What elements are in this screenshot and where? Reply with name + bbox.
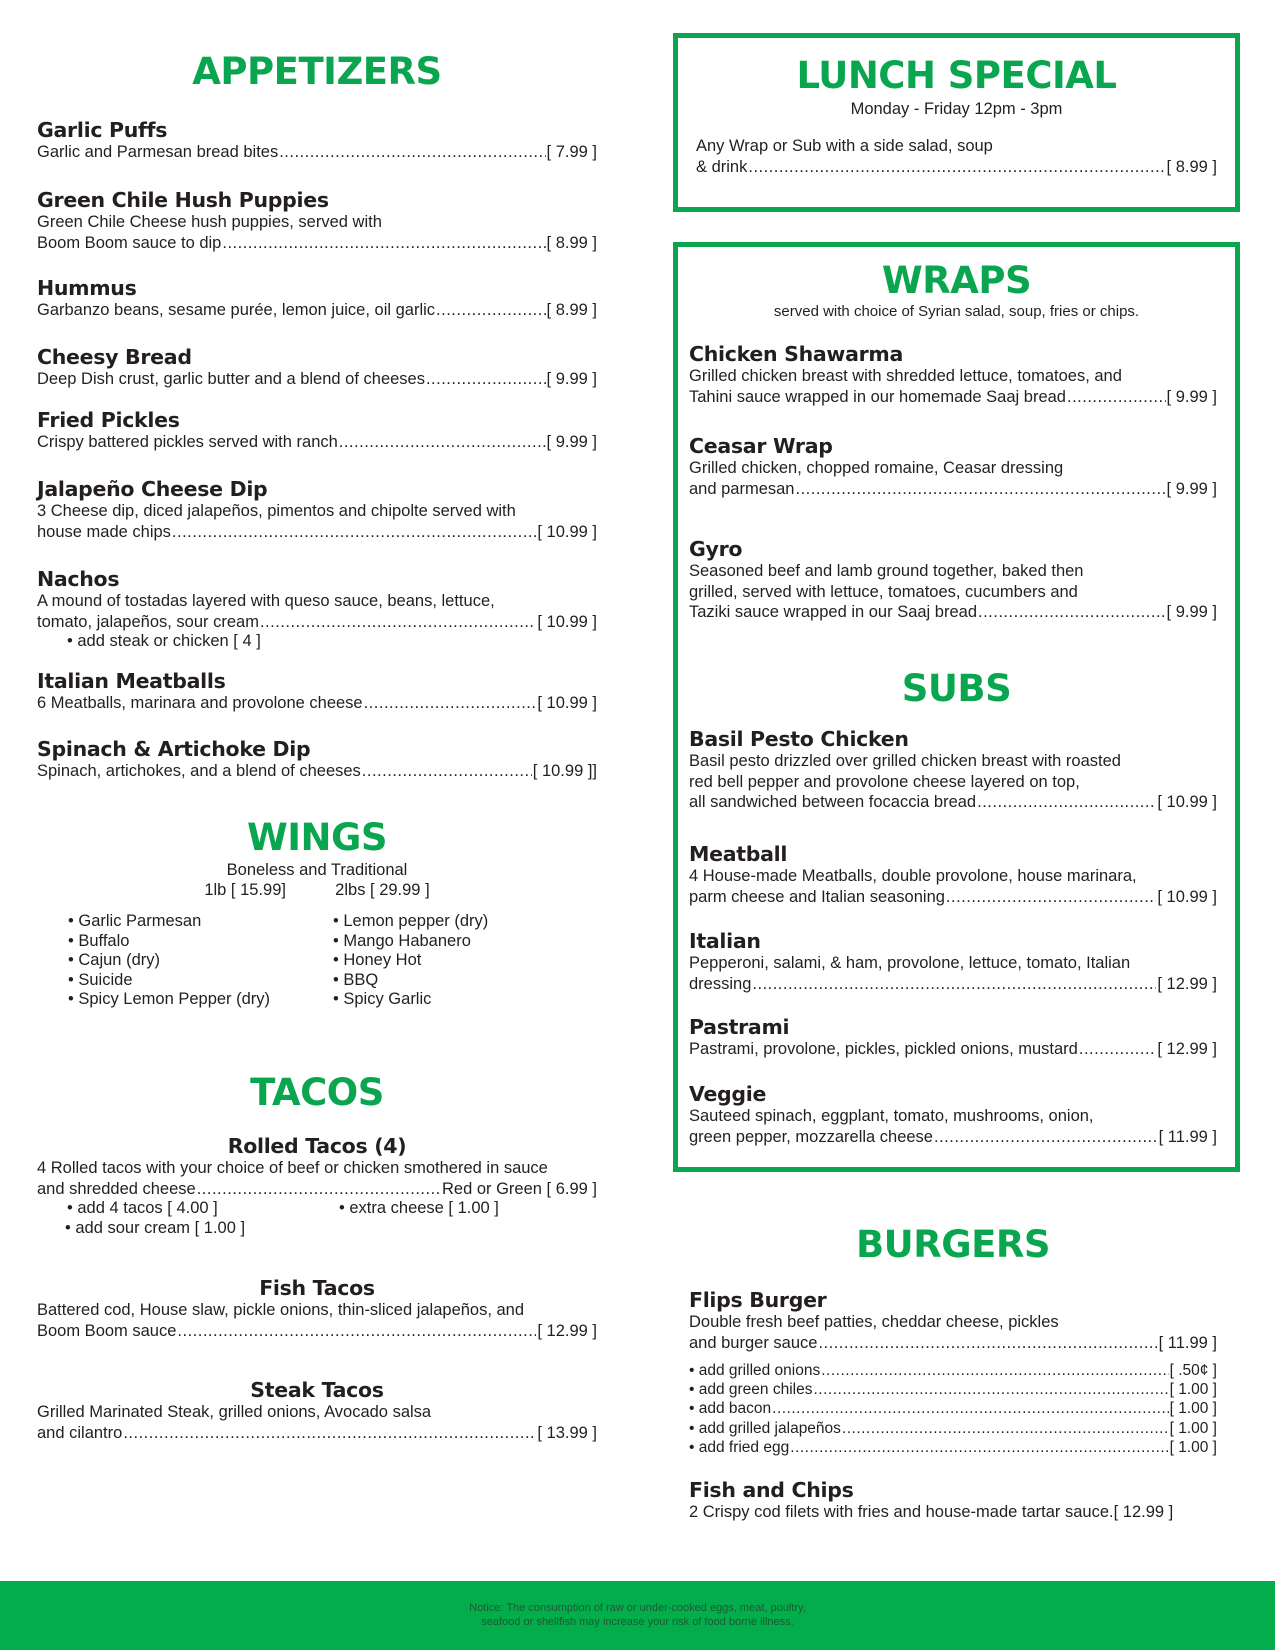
food-safety-notice (0, 1601, 1275, 1629)
item-name: Italian (689, 929, 761, 953)
menu-item-basil-pesto-chicken (689, 727, 1217, 813)
item-addon: • add 4 tacos [ 4.00 ] (67, 1199, 218, 1219)
wraps-subs-box (673, 242, 1240, 1172)
item-desc-price (37, 300, 597, 321)
wraps-subtitle: served with choice of Syrian salad, soup, fries or chips. (773, 303, 1140, 320)
item-price: [ 9.99 ] (1166, 387, 1217, 406)
menu-item-fried-pickles (37, 408, 597, 453)
menu-item-garlic-puffs (37, 118, 597, 163)
lunch-special-offer (696, 136, 1217, 177)
item-desc: Basil pesto drizzled over grilled chicken breast with roasted (689, 752, 1121, 770)
menu-item-veggie (689, 1082, 1217, 1147)
flavor-item: • Garlic Parmesan (68, 912, 333, 932)
dot-leader (821, 1361, 1168, 1380)
wings-section (37, 818, 597, 1018)
flavor-item: • Spicy Garlic (333, 990, 598, 1010)
burgers-heading: BURGERS (855, 1223, 1051, 1266)
item-price: [ 7.99 ] (546, 143, 597, 161)
dot-leader (197, 1179, 441, 1200)
item-desc: house made chips (37, 522, 171, 541)
wing-flavors-right (333, 912, 598, 1010)
item-desc-price (689, 602, 1217, 623)
item-desc: Double fresh beef patties, cheddar cheese, pickles (689, 1313, 1059, 1331)
flavor-item: • Buffalo (68, 932, 333, 952)
item-desc: and cilantro (37, 1423, 123, 1442)
dot-leader (123, 1423, 536, 1444)
dot-leader (934, 1127, 1158, 1148)
menu-item-italian-meatballs (37, 669, 597, 714)
item-name: Pastrami (689, 1015, 790, 1039)
item-desc: 3 Cheese dip, diced jalapeños, pimentos and chipolte served with (37, 502, 516, 520)
item-desc: green pepper, mozzarella cheese (689, 1127, 933, 1146)
dot-leader (222, 233, 545, 254)
wraps-heading: WRAPS (881, 259, 1032, 302)
flavor-item: • BBQ (333, 971, 598, 991)
dot-leader (436, 300, 546, 321)
item-desc-price (37, 369, 597, 390)
offer-desc: & drink (696, 157, 748, 176)
item-price: [ 10.99 ] (537, 612, 597, 631)
item-desc: grilled, served with lettuce, tomatoes, cucumbers and (689, 582, 1078, 601)
dot-leader (279, 142, 545, 163)
menu-item-gyro (689, 537, 1217, 623)
item-desc: Garlic and Parmesan bread bites (37, 143, 279, 161)
item-desc: 4 House-made Meatballs, double provolone, house marinara, (689, 867, 1137, 885)
dot-leader (426, 369, 546, 390)
menu-item-ceasar-wrap (689, 434, 1217, 499)
dot-leader (772, 1399, 1168, 1418)
item-price: [ 12.99 ] (537, 1321, 597, 1340)
item-price: [ 9.99 ] (1166, 479, 1217, 498)
item-desc-price (37, 761, 597, 782)
item-desc-price (37, 522, 597, 543)
menu-item-spinach-artichoke-dip (37, 737, 597, 782)
item-desc: Garbanzo beans, sesame purée, lemon juice, oil garlic (37, 301, 436, 319)
flavor-item: • Cajun (dry) (68, 951, 333, 971)
item-name: Fish Tacos (259, 1276, 375, 1300)
item-desc-price (689, 1127, 1217, 1148)
menu-item-rolled-tacos (37, 1134, 597, 1238)
item-name: Spinach & Artichoke Dip (37, 737, 311, 761)
item-price: [ 8.99 ] (546, 301, 597, 319)
dot-leader (977, 792, 1156, 813)
item-desc: and burger sauce (689, 1333, 818, 1352)
appetizers-section (37, 0, 597, 790)
item-desc-price (689, 974, 1217, 995)
item-desc: Spinach, artichokes, and a blend of cheeses (37, 762, 361, 780)
flavor-item: • Mango Habanero (333, 932, 598, 952)
addon-fried-egg: • add fried egg ..... [ 1.00 ] (689, 1438, 1217, 1457)
dot-leader (339, 432, 546, 453)
menu-item-green-chile-hush-puppies (37, 188, 597, 253)
tacos-section (37, 1073, 597, 1453)
dot-leader (790, 1438, 1168, 1457)
item-desc: 4 Rolled tacos with your choice of beef or chicken smothered in sauce (37, 1159, 548, 1177)
item-name: Basil Pesto Chicken (689, 727, 909, 751)
addon-green-chiles: • add green chiles ..... [ 1.00 ] (689, 1380, 1217, 1399)
item-desc: Crispy battered pickles served with ranch (37, 433, 338, 451)
item-price: [ 9.99 ] (1166, 603, 1217, 621)
item-desc: Sauteed spinach, eggplant, tomato, mushrooms, onion, (689, 1107, 1094, 1125)
item-name: Meatball (689, 842, 788, 866)
item-addon: • add sour cream [ 1.00 ] (37, 1219, 597, 1239)
lunch-special-hours: Monday - Friday 12pm - 3pm (850, 100, 1063, 118)
item-price: [ 9.99 ] (546, 433, 597, 451)
item-name: Fried Pickles (37, 408, 180, 432)
item-name: Flips Burger (689, 1288, 827, 1312)
item-name: Nachos (37, 567, 120, 591)
dot-leader (813, 1380, 1168, 1399)
menu-item-nachos (37, 567, 597, 652)
item-desc: Boom Boom sauce to dip (37, 233, 222, 252)
item-desc-price (689, 387, 1217, 408)
item-name: Ceasar Wrap (689, 434, 833, 458)
dot-leader (1067, 387, 1166, 408)
item-addon: • extra cheese [ 1.00 ] (339, 1199, 499, 1219)
dot-leader (1079, 1039, 1157, 1060)
wing-flavors-left (68, 912, 333, 1010)
item-desc: and shredded cheese (37, 1179, 196, 1198)
item-desc-price (689, 887, 1217, 908)
item-name: Italian Meatballs (37, 669, 226, 693)
item-price: [ 10.99 ] (1157, 887, 1217, 906)
wings-prices (37, 880, 597, 900)
menu-item-hummus (37, 276, 597, 321)
item-price: [ 9.99 ] (546, 370, 597, 388)
tacos-heading: TACOS (250, 1071, 384, 1114)
item-desc: A mound of tostadas layered with queso sauce, beans, lettuce, (37, 592, 495, 610)
item-desc: Grilled chicken breast with shredded lettuce, tomatoes, and (689, 367, 1122, 385)
item-desc: dressing (689, 974, 752, 993)
item-price: [ 11.99 ] (1158, 1127, 1217, 1146)
wings-subtitle: Boneless and Traditional (226, 861, 408, 879)
menu-item-chicken-shawarma (689, 342, 1217, 407)
item-desc-price (689, 1039, 1217, 1060)
lunch-special-heading: LUNCH SPECIAL (796, 54, 1117, 97)
offer-desc-price (696, 157, 1217, 178)
item-desc-price (37, 1179, 597, 1200)
item-desc: Pastrami, provolone, pickles, pickled onions, mustard (689, 1040, 1078, 1058)
item-desc: Boom Boom sauce (37, 1321, 177, 1340)
item-desc: tomato, jalapeños, sour cream (37, 612, 259, 631)
item-desc: Battered cod, House slaw, pickle onions, thin-sliced jalapeños, and (37, 1301, 525, 1319)
item-addon: • add steak or chicken [ 4 ] (37, 632, 597, 652)
menu-item-meatball (689, 842, 1217, 907)
item-price: Red or Green [ 6.99 ] (441, 1179, 597, 1198)
notice-line-1: Notice: The consumption of raw or under-cooked eggs, meat, poultry, (469, 1602, 806, 1614)
menu-item-italian (689, 929, 1217, 994)
addon-grilled-jalapenos: • add grilled jalapeños ..... [ 1.00 ] (689, 1419, 1217, 1438)
item-name: Chicken Shawarma (689, 342, 904, 366)
item-desc: Green Chile Cheese hush puppies, served with (37, 213, 382, 231)
menu-item-pastrami (689, 1015, 1217, 1060)
menu-item-fish-tacos (37, 1276, 597, 1341)
menu-item-jalapeno-cheese-dip (37, 477, 597, 542)
addon-bacon: • add bacon ..... [ 1.00 ] (689, 1399, 1217, 1418)
addon-row (37, 1199, 597, 1219)
item-name: Gyro (689, 537, 743, 561)
appetizers-heading: APPETIZERS (192, 50, 442, 93)
item-name: Hummus (37, 276, 137, 300)
item-desc-price (37, 1423, 597, 1444)
offer-price: [ 8.99 ] (1166, 157, 1217, 176)
item-desc: red bell pepper and provolone cheese layered on top, (689, 772, 1080, 791)
dot-leader (364, 693, 537, 714)
item-desc-price (689, 479, 1217, 500)
dot-leader (946, 887, 1156, 908)
burgers-section (689, 1225, 1217, 1525)
dot-leader (818, 1333, 1157, 1354)
item-desc: Grilled chicken, chopped romaine, Ceasar dressing (689, 459, 1064, 477)
item-price: [ 10.99 ] (537, 694, 597, 712)
dot-leader (978, 602, 1166, 623)
dot-leader (172, 522, 536, 543)
menu-item-steak-tacos (37, 1378, 597, 1443)
wing-flavors (68, 912, 598, 1010)
item-name: Cheesy Bread (37, 345, 192, 369)
dot-leader (748, 157, 1165, 178)
item-desc: Pepperoni, salami, & ham, provolone, lettuce, tomato, Italian (689, 954, 1131, 972)
footer-notice-bar (0, 1581, 1275, 1650)
item-price: [ 8.99 ] (546, 233, 597, 252)
item-desc-price (37, 142, 597, 163)
item-desc: 6 Meatballs, marinara and provolone cheese (37, 694, 363, 712)
lunch-special-box (673, 33, 1240, 212)
item-desc-price (37, 1321, 597, 1342)
item-desc: Grilled Marinated Steak, grilled onions, Avocado salsa (37, 1403, 432, 1421)
flavor-item: • Honey Hot (333, 951, 598, 971)
flavor-item: • Spicy Lemon Pepper (dry) (68, 990, 333, 1010)
dot-leader (177, 1321, 536, 1342)
item-name: Veggie (689, 1082, 767, 1106)
item-price: [ 13.99 ] (537, 1423, 597, 1442)
item-desc-price (689, 1333, 1217, 1354)
dot-leader (260, 612, 536, 633)
item-desc-price: 2 Crispy cod filets with fries and house-made tartar sauce.[ 12.99 ] (689, 1503, 1174, 1521)
item-name: Green Chile Hush Puppies (37, 188, 329, 212)
dot-leader (362, 761, 532, 782)
menu-item-flips-burger (689, 1288, 1217, 1457)
item-name: Jalapeño Cheese Dip (37, 477, 268, 501)
dot-leader (752, 974, 1156, 995)
item-desc: Seasoned beef and lamb ground together, baked then (689, 562, 1084, 580)
item-desc-price (37, 233, 597, 254)
item-price: [ 10.99 ] (537, 522, 597, 541)
item-price: [ 12.99 ] (1157, 1040, 1217, 1058)
item-desc: and parmesan (689, 479, 795, 498)
wings-price-1lb: 1lb [ 15.99] (204, 881, 286, 899)
item-name: Steak Tacos (250, 1378, 384, 1402)
item-desc-price (37, 612, 597, 633)
dot-leader (842, 1419, 1169, 1438)
item-price: [ 10.99 ]] (532, 762, 597, 780)
item-price: [ 11.99 ] (1158, 1333, 1217, 1352)
item-desc: all sandwiched between focaccia bread (689, 793, 977, 811)
addon-grilled-onions: • add grilled onions ..... [ .50¢ ] (689, 1361, 1217, 1380)
flavor-item: • Lemon pepper (dry) (333, 912, 598, 932)
item-price: [ 10.99 ] (1157, 793, 1217, 811)
item-name: Fish and Chips (689, 1478, 854, 1502)
item-name: Garlic Puffs (37, 118, 168, 142)
menu-item-fish-and-chips (689, 1478, 1217, 1523)
menu-item-cheesy-bread (37, 345, 597, 390)
offer-desc: Any Wrap or Sub with a side salad, soup (696, 137, 993, 155)
item-desc: Tahini sauce wrapped in our homemade Saaj bread (689, 387, 1066, 406)
item-desc: Deep Dish crust, garlic butter and a blend of cheeses (37, 370, 425, 388)
item-name: Rolled Tacos (4) (227, 1134, 407, 1158)
item-desc-price (37, 432, 597, 453)
item-price: [ 12.99 ] (1157, 974, 1217, 993)
subs-heading: SUBS (901, 667, 1012, 710)
flavor-item: • Suicide (68, 971, 333, 991)
item-desc: parm cheese and Italian seasoning (689, 887, 945, 906)
wings-price-2lbs: 2lbs [ 29.99 ] (335, 881, 430, 899)
item-desc-price (689, 792, 1217, 813)
dot-leader (796, 479, 1166, 500)
notice-line-2: seafood or shellfish may increase your risk of food borne illness. (481, 1616, 794, 1628)
item-desc-price (37, 693, 597, 714)
item-desc: Taziki sauce wrapped in our Saaj bread (689, 603, 978, 621)
wings-heading: WINGS (246, 816, 388, 859)
